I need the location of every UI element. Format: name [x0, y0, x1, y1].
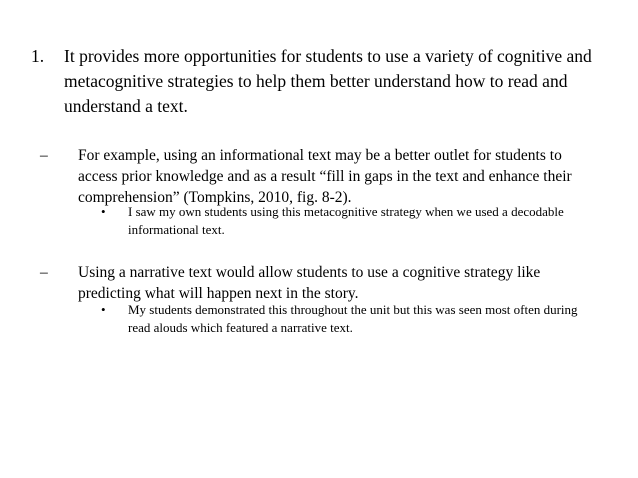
bullet-marker: •: [101, 204, 106, 219]
dash-marker: –: [40, 264, 48, 281]
list-number: 1.: [31, 46, 45, 66]
bullet-marker: •: [101, 302, 106, 317]
sub-point-text: Using a narrative text would allow students to use a cognitive strategy like predicting what will happen next in the story.: [78, 264, 541, 302]
sub-point-text: For example, using an informational text may be a better outlet for students to access prior knowledge and as a result “fill in gaps in the text and enhance their comprehension” (Tompkins, 2010, fig. 8-2).: [78, 147, 572, 206]
detail-point-text: My students demonstrated this throughout the unit but this was seen most often during read alouds which featured a narrative text.: [128, 302, 578, 335]
dash-marker: –: [40, 147, 48, 164]
numbered-point-text: It provides more opportunities for students to use a variety of cognitive and metacognitive strategies to help them better understand how to read and understand a text.: [64, 46, 592, 116]
detail-point-text: I saw my own students using this metacognitive strategy when we used a decodable informational text.: [128, 204, 564, 237]
